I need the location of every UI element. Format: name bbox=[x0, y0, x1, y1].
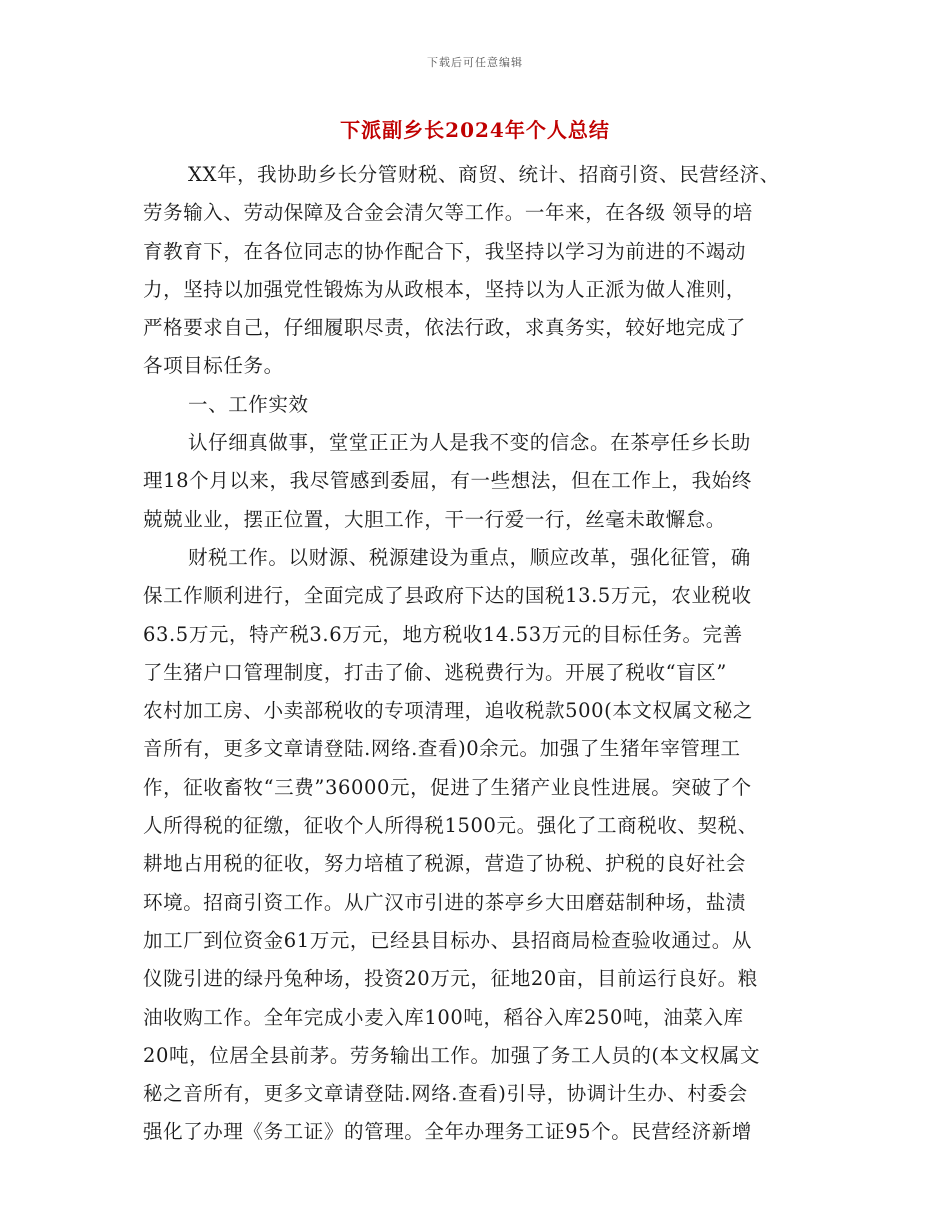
body-line: 作，征收畜牧“三费”36000元，促进了生猪产业良性进展。突破了个 bbox=[143, 775, 752, 799]
body-line: 育教育下，在各位同志的协作配合下，我坚持以学习为前进的不竭动 bbox=[143, 239, 747, 263]
body-line: 仪陇引进的绿丹兔种场，投资20万元，征地20亩，目前运行良好。粮 bbox=[143, 967, 758, 991]
body-line: 油收购工作。全年完成小麦入库100吨，稻谷入库250吨，油菜入库 bbox=[143, 1005, 744, 1029]
body-line: 秘之音所有，更多文章请登陆.网络.查看)引导，协调计生办、村委会 bbox=[143, 1082, 748, 1106]
body-line: 63.5万元，特产税3.6万元，地方税收14.53万元的目标任务。完善 bbox=[143, 622, 743, 646]
body-line: 严格要求自己，仔细履职尽责，依法行政，求真务实，较好地完成了 bbox=[143, 316, 747, 340]
section-heading: 一、工作实效 bbox=[188, 392, 309, 416]
body-line: 认仔细真做事，堂堂正正为人是我不变的信念。在茶亭任乡长助 bbox=[188, 431, 751, 455]
body-line: 环境。招商引资工作。从广汉市引进的茶亭乡大田磨菇制种场，盐渍 bbox=[143, 890, 747, 914]
body-line: 农村加工房、小卖部税收的专项清理，追收税款500(本文权属文秘之 bbox=[143, 699, 754, 723]
body-line: 保工作顺利进行，全面完成了县政府下达的国税13.5万元，农业税收 bbox=[143, 584, 752, 608]
body-line: 加工厂到位资金61万元，已经县目标办、县招商局检查验收通过。从 bbox=[143, 928, 752, 952]
document-title: 下派副乡长2024年个人总结 bbox=[340, 118, 610, 142]
body-line: 耕地占用税的征收，努力培植了税源，营造了协税、护税的良好社会 bbox=[143, 852, 747, 876]
body-line: 财税工作。以财源、税源建设为重点，顺应改革，强化征管，确 bbox=[188, 545, 751, 569]
document-body bbox=[143, 156, 815, 1152]
body-line: 各项目标任务。 bbox=[143, 354, 284, 378]
body-line: 强化了办理《务工证》的管理。全年办理务工证95个。民营经济新增 bbox=[143, 1120, 752, 1144]
body-line: 力，坚持以加强党性锻炼为从政根本，坚持以为人正派为做人准则， bbox=[143, 277, 747, 301]
body-line: 兢兢业业，摆正位置，大胆工作，干一行爱一行，丝毫未敢懈怠。 bbox=[143, 507, 726, 531]
header-note: 下载后可任意编辑 bbox=[427, 56, 523, 69]
body-line: 音所有，更多文章请登陆.网络.查看)0余元。加强了生猪年宰管理工 bbox=[143, 737, 741, 761]
body-line: 理18个月以来，我尽管感到委屈，有一些想法，但在工作上，我始终 bbox=[143, 469, 752, 493]
body-line: 了生猪户口管理制度，打击了偷、逃税费行为。开展了税收“盲区” bbox=[143, 660, 727, 684]
body-line: 人所得税的征缴，征收个人所得税1500元。强化了工商税收、契税、 bbox=[143, 814, 758, 838]
body-line: 劳务输入、劳动保障及合金会清欠等工作。一年来，在各级 领导的培 bbox=[143, 201, 753, 225]
body-line: 20吨，位居全县前茅。劳务输出工作。加强了务工人员的(本文权属文 bbox=[143, 1043, 761, 1067]
body-line: XX年，我协助乡长分管财税、商贸、统计、招商引资、民营经济、 bbox=[188, 163, 780, 186]
